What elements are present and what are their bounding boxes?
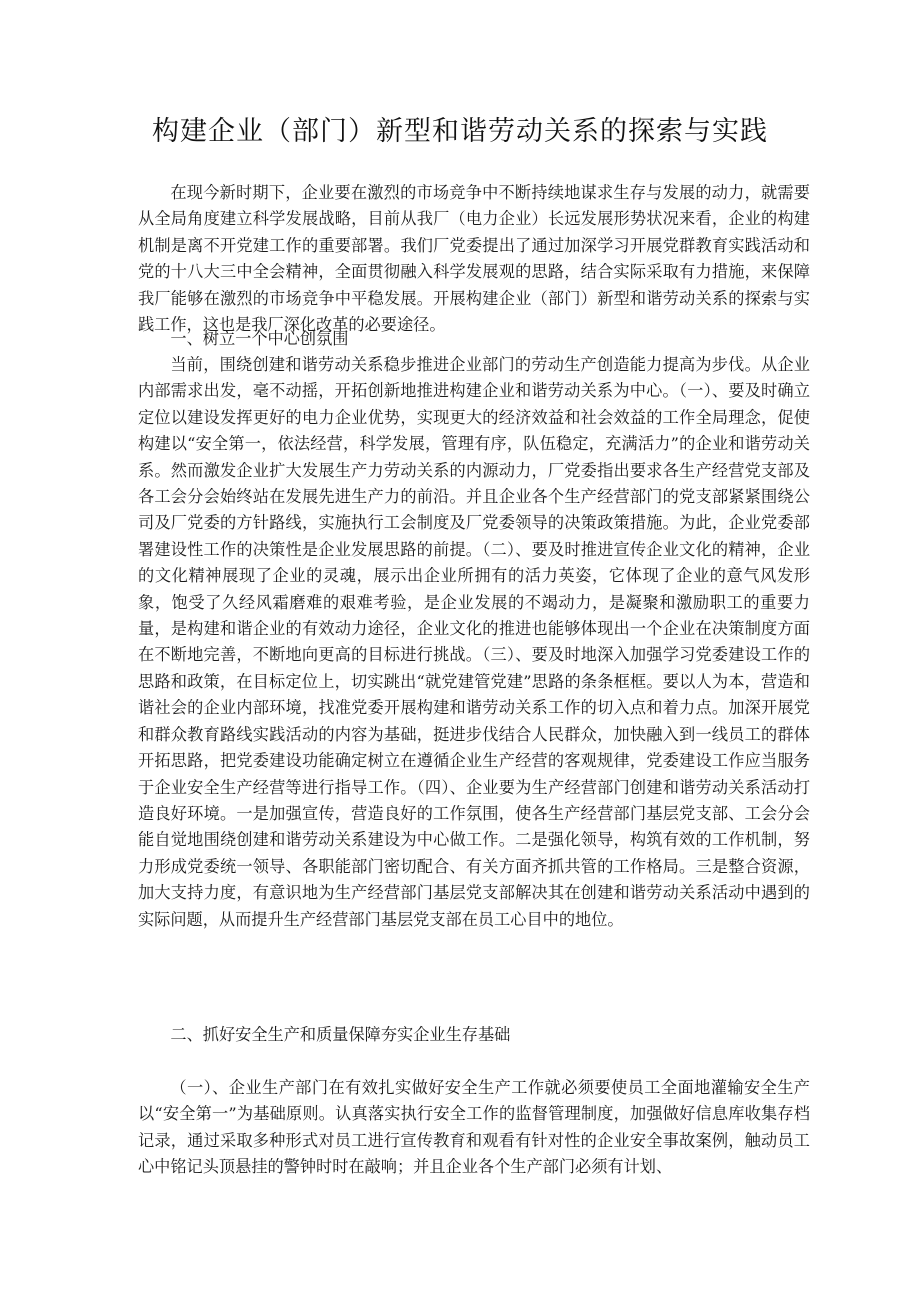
section-1-paragraph: 当前，围绕创建和谐劳动关系稳步推进企业部门的劳动生产创造能力提高为步伐。从企业内部需求出发，毫不动摇，开拓创新地推进构建企业和谐劳动关系为中心。（一）、要及时确立定位以建设发挥更好的电力企业优势，实现更大的经济效益和社会效益的工作全局理念，促使构建以“安全第一，依法经营，科学发展，管理有序，队伍稳定，充满活力”的企业和谐劳动关系。然而激发企业扩大发展生产力劳动关系的内源动力，厂党委指出要求各生产经营党支部及各工会分会始终站在发展先进生产力的前沿。并且企业各个生产经营部门的党支部紧紧围绕公司及厂党委的方针路线，实施执行工会制度及厂党委领导的决策政策措施。为此，企业党委部署建设性工作的决策性是企业发展思路的前提。（二）、要及时推进宣传企业文化的精神，企业的文化精神展现了企业的灵魂，展示出企业所拥有的活力英姿，它体现了企业的意气风发形象，饱受了久经风霜磨难的艰难考验，是企业发展的不竭动力，是凝聚和激励职工的重要力量，是构建和谐企业的有效动力途径，企业文化的推进也能够体现出一个企业在决策制度方面在不断地完善，不断地向更高的目标进行挑战。（三）、要及时地深入加强学习党委建设工作的思路和政策，在目标定位上，切实跳出“就党建管党建”思路的条条框框。要以人为本，营造和谐社会的企业内部环境，找准党委开展构建和谐劳动关系工作的切入点和着力点。加深开展党和群众教育路线实践活动的内容为基础，挺进步伐结合人民群众，加快融入到一线员工的群体开拓思路，把党委建设功能确定树立在遵循企业生产经营的客观规律，党委建设工作应当服务于企业安全生产经营等进行指导工作。（四）、企业要为生产经营部门创建和谐劳动关系活动打造良好环境。一是加强宣传，营造良好的工作氛围，使各生产经营部门基层党支部、工会分会能自觉地围绕创建和谐劳动关系建设为中心做工作。二是强化领导，构筑有效的工作机制，努力形成党委统一领导、各职能部门密切配合、有关方面齐抓共管的工作格局。三是整合资源，加大支持力度，有意识地为生产经营部门基层党支部解决其在创建和谐劳动关系活动中遇到的实际问题，从而提升生产经营部门基层党支部在员工心目中的地位。: [138, 355, 810, 929]
document-title: 构建企业（部门）新型和谐劳动关系的探索与实践: [152, 116, 768, 147]
section-1-heading: 一、树立一个中心创氛围: [170, 329, 349, 348]
section-2-paragraph: （一）、企业生产部门在有效扎实做好安全生产工作就必须要使员工全面地灌输安全生产以“安全第一”为基础原则。认真落实执行安全工作的监督管理制度，加强做好信息库收集存档记录，通过采取多种形式对员工进行宣传教育和观看有针对性的企业安全事故案例，触动员工心中铭记头顶悬挂的警钟时时在敲响；并且企业各个生产部门必须有计划、: [138, 1078, 810, 1177]
section-2-heading: 二、抓好安全生产和质量保障夯实企业生存基础: [170, 1025, 511, 1044]
intro-paragraph: 在现今新时期下，企业要在激烈的市场竞争中不断持续地谋求生存与发展的动力，就需要从全局角度建立科学发展战略，目前从我厂（电力企业）长远发展形势状况来看，企业的构建机制是离不开党建工作的重要部署。我们厂党委提出了通过加深学习开展党群教育实践活动和党的十八大三中全会精神，全面贯彻融入科学发展观的思路，结合实际采取有力措施，来保障我厂能够在激烈的市场竞争中平稳发展。开展构建企业（部门）新型和谐劳动关系的探索与实践工作，这也是我厂深化改革的必要途径。: [138, 183, 810, 335]
